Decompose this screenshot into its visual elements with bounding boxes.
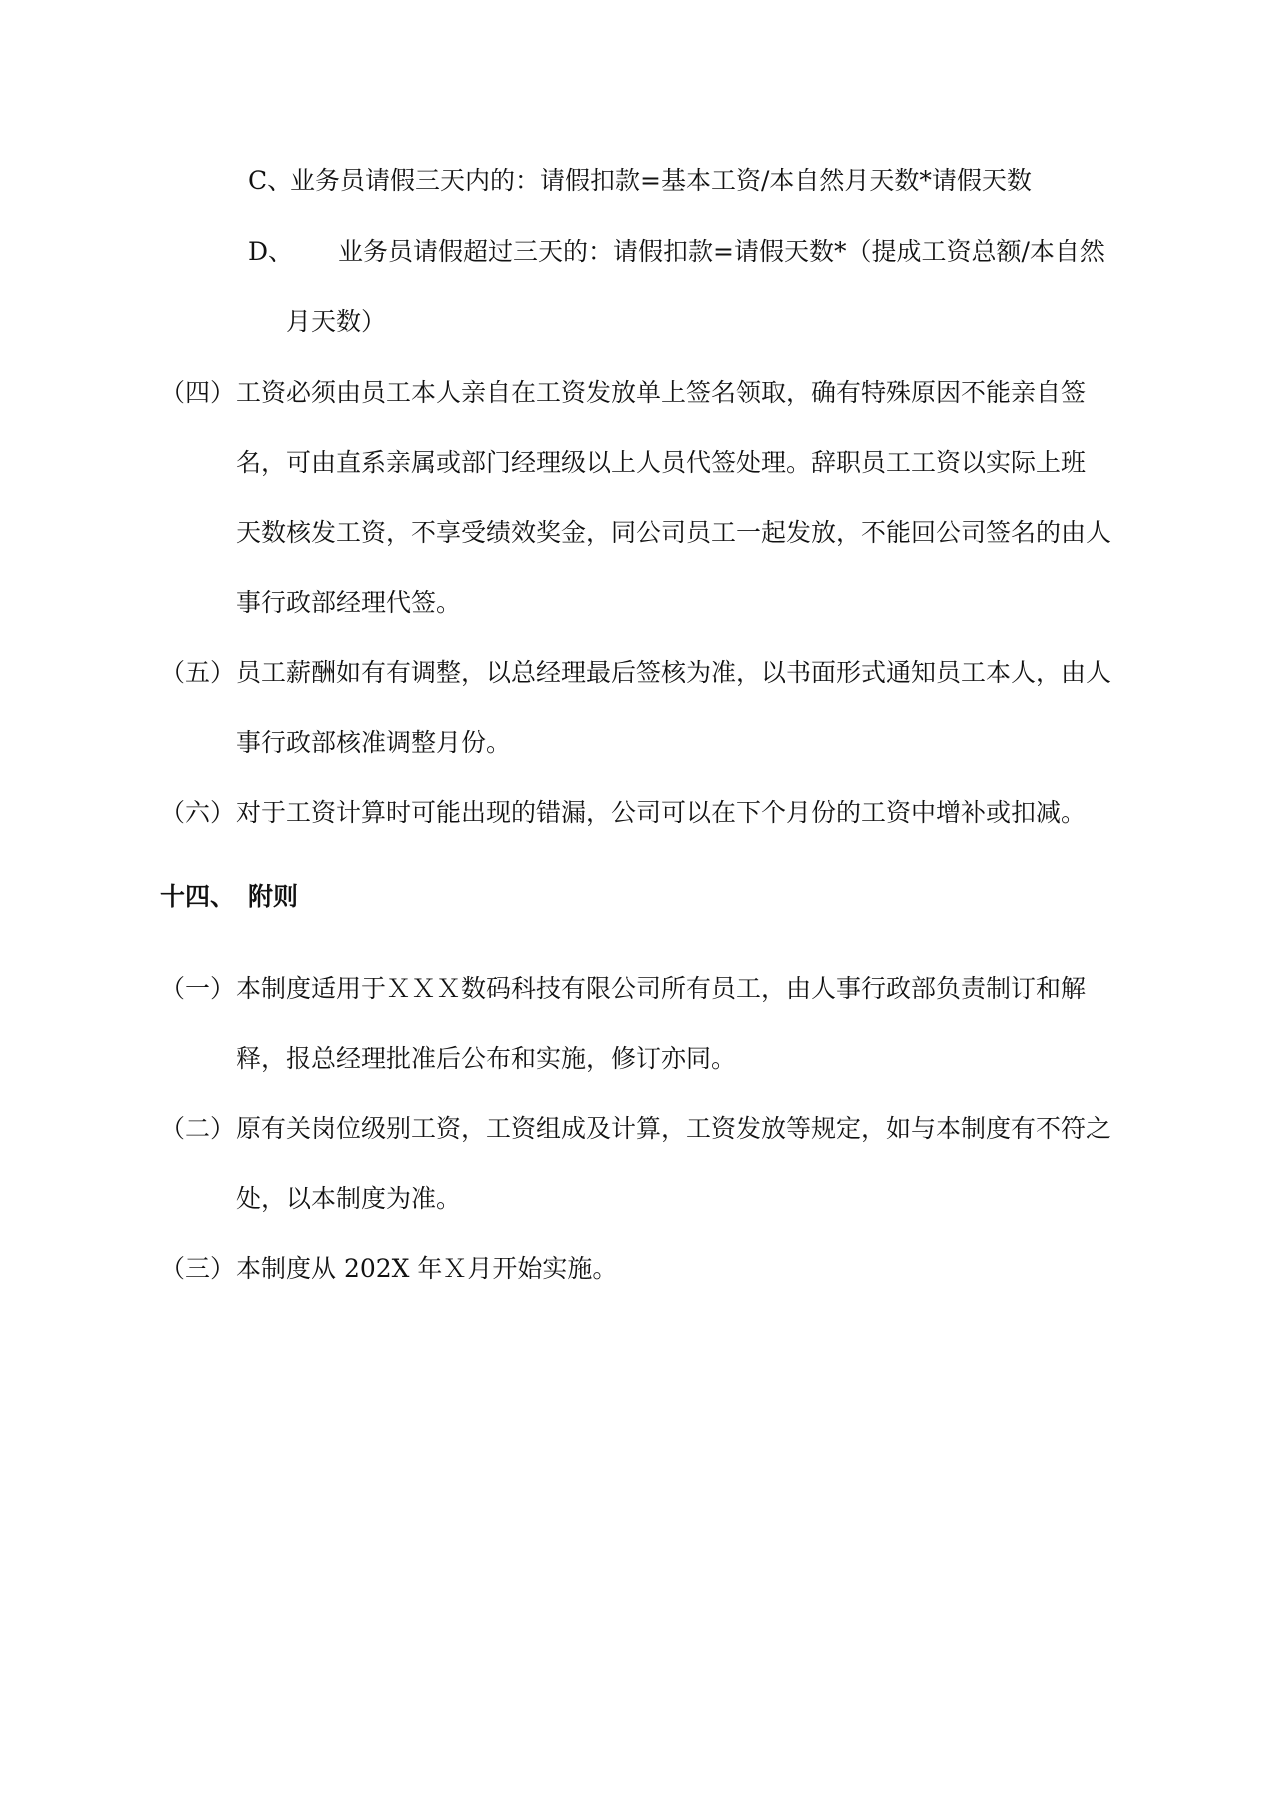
item-c-text: 业务员请假三天内的：请假扣款=基本工资/本自然月天数*请假天数	[290, 166, 1032, 195]
item-6-line: 对于工资计算时可能出现的错漏，公司可以在下个月份的工资中增补或扣减。	[236, 798, 1087, 827]
item-4-line: 天数核发工资，不享受绩效奖金，同公司员工一起发放，不能回公司签名的由人	[236, 518, 1112, 547]
item-4-line: 事行政部经理代签。	[236, 588, 462, 617]
item-5-line: 事行政部核准调整月份。	[236, 728, 512, 757]
item-d-text-line2: 月天数）	[286, 307, 387, 336]
appendix-item-1-line: 释，报总经理批准后公布和实施，修订亦同。	[236, 1044, 737, 1073]
appendix-item-3-line: 本制度从 202X 年Ｘ月开始实施。	[236, 1254, 618, 1283]
item-5-number: （五）	[160, 658, 236, 687]
appendix-item-2-line: 原有关岗位级别工资，工资组成及计算，工资发放等规定，如与本制度有不符之	[236, 1114, 1112, 1143]
appendix-item-2-number: （二）	[160, 1114, 236, 1143]
item-d-text-line1: 业务员请假超过三天的：请假扣款=请假天数*（提成工资总额/本自然	[338, 237, 1105, 266]
item-d-label: D、	[248, 237, 294, 266]
appendix-item-2-line: 处，以本制度为准。	[236, 1184, 462, 1213]
section-14-heading-number: 十四、	[160, 882, 236, 911]
appendix-item-3-number: （三）	[160, 1254, 236, 1283]
appendix-item-1-number: （一）	[160, 974, 236, 1003]
item-4-line: 名，可由直系亲属或部门经理级以上人员代签处理。辞职员工工资以实际上班	[236, 448, 1087, 477]
section-14-heading-title: 附则	[248, 882, 299, 911]
appendix-item-1-line: 本制度适用于ＸＸＸ数码科技有限公司所有员工，由人事行政部负责制订和解	[236, 974, 1087, 1003]
item-5-line: 员工薪酬如有有调整，以总经理最后签核为准，以书面形式通知员工本人，由人	[236, 658, 1112, 687]
item-4-line: 工资必须由员工本人亲自在工资发放单上签名领取，确有特殊原因不能亲自签	[236, 378, 1087, 407]
item-6-number: （六）	[160, 798, 236, 827]
item-4-number: （四）	[160, 378, 236, 407]
item-c-label: C、	[248, 166, 293, 195]
